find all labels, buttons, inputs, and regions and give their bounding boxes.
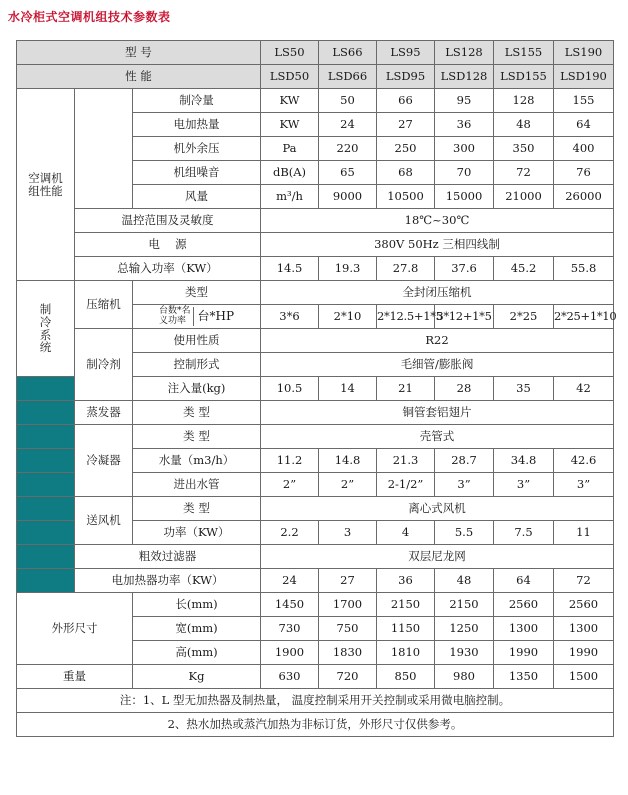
value-cell: 64	[554, 113, 614, 137]
use-value: R22	[261, 329, 614, 353]
value-cell: 15000	[435, 185, 494, 209]
note-2: 2、热水加热或蒸汽加热为非标订货，外形尺寸仅供参考。	[17, 713, 614, 737]
value-cell: 2*12.5+1*5	[377, 305, 435, 329]
note-row	[17, 689, 614, 713]
table-row	[17, 329, 614, 353]
value-cell: 95	[435, 89, 494, 113]
input-power-label: 总输入功率（KW）	[75, 257, 261, 281]
teal-block	[17, 497, 75, 521]
table-row	[17, 89, 614, 113]
type-label: 类 型	[133, 425, 261, 449]
table-row	[17, 665, 614, 689]
table-row	[17, 593, 614, 617]
value-cell: 750	[319, 617, 377, 641]
lsd-model-cell: LSD128	[435, 65, 494, 89]
value-cell: 21	[377, 377, 435, 401]
use-label: 使用性质	[133, 329, 261, 353]
param-name: 电加热量	[133, 113, 261, 137]
param-unit: KW	[261, 89, 319, 113]
value-cell: 4	[377, 521, 435, 545]
value-cell: 2560	[554, 593, 614, 617]
water-label: 水量（m3/h）	[133, 449, 261, 473]
value-cell: 1250	[435, 617, 494, 641]
value-cell: 1500	[554, 665, 614, 689]
value-cell: 9000	[319, 185, 377, 209]
dimensions-label: 外形尺寸	[17, 593, 133, 665]
value-cell: 10.5	[261, 377, 319, 401]
value-cell: 155	[554, 89, 614, 113]
fan-type-value: 离心式风机	[261, 497, 614, 521]
param-unit: Pa	[261, 137, 319, 161]
value-cell: 48	[435, 569, 494, 593]
ac-section-label: 空调机 组性能	[17, 89, 75, 281]
value-cell: 1900	[261, 641, 319, 665]
value-cell: 11	[554, 521, 614, 545]
control-label: 控制形式	[133, 353, 261, 377]
table-row	[17, 569, 614, 593]
value-cell: 1930	[435, 641, 494, 665]
value-cell: 7.5	[494, 521, 554, 545]
teal-block	[17, 425, 75, 449]
value-cell: 250	[377, 137, 435, 161]
value-cell: 980	[435, 665, 494, 689]
value-cell: 68	[377, 161, 435, 185]
value-cell: 1450	[261, 593, 319, 617]
param-unit: m³/h	[261, 185, 319, 209]
value-cell: 72	[494, 161, 554, 185]
value-cell: 27	[319, 569, 377, 593]
value-cell: 2150	[377, 593, 435, 617]
value-cell: 2”	[261, 473, 319, 497]
type-label: 类型	[133, 281, 261, 305]
value-cell: 1350	[494, 665, 554, 689]
table-row	[17, 545, 614, 569]
value-cell: 21.3	[377, 449, 435, 473]
lsd-model-cell: LSD66	[319, 65, 377, 89]
note-1: 注：1、L 型无加热器及制热量， 温度控制采用开关控制或采用微电脑控制。	[17, 689, 614, 713]
teal-block	[17, 545, 75, 569]
value-cell: 28.7	[435, 449, 494, 473]
value-cell: 128	[494, 89, 554, 113]
header-row-model	[17, 41, 614, 65]
param-name: 机外余压	[133, 137, 261, 161]
value-cell: 2.2	[261, 521, 319, 545]
value-cell: 76	[554, 161, 614, 185]
note-row	[17, 713, 614, 737]
compressor-type-value: 全封闭压缩机	[261, 281, 614, 305]
heater-label: 电加热器功率（KW）	[75, 569, 261, 593]
value-cell: 400	[554, 137, 614, 161]
value-cell: 72	[554, 569, 614, 593]
value-cell: 2*25	[494, 305, 554, 329]
teal-block	[17, 473, 75, 497]
value-cell: 300	[435, 137, 494, 161]
value-cell: 14.8	[319, 449, 377, 473]
table-row	[17, 497, 614, 521]
dimension-name: 长(mm)	[133, 593, 261, 617]
table-row	[17, 209, 614, 233]
value-cell: 3”	[494, 473, 554, 497]
lsd-model-cell: LSD190	[554, 65, 614, 89]
evaporator-type-value: 铜管套铝翅片	[261, 401, 614, 425]
value-cell: 220	[319, 137, 377, 161]
model-cell: LS155	[494, 41, 554, 65]
value-cell: 2”	[319, 473, 377, 497]
value-cell: 1810	[377, 641, 435, 665]
model-cell: LS66	[319, 41, 377, 65]
fan-power-label: 功率（KW）	[133, 521, 261, 545]
value-cell: 14	[319, 377, 377, 401]
value-cell: 19.3	[319, 257, 377, 281]
cooling-section-label: 制 冷 系 统	[17, 281, 75, 377]
value-cell: 35	[494, 377, 554, 401]
value-cell: 21000	[494, 185, 554, 209]
teal-block	[17, 401, 75, 425]
perf-label: 性 能	[17, 65, 261, 89]
value-cell: 50	[319, 89, 377, 113]
value-cell: 1990	[494, 641, 554, 665]
value-cell: 3”	[554, 473, 614, 497]
value-cell: 24	[319, 113, 377, 137]
value-cell: 3*6	[261, 305, 319, 329]
model-cell: LS50	[261, 41, 319, 65]
value-cell: 36	[377, 569, 435, 593]
value-cell: 10500	[377, 185, 435, 209]
control-value: 毛细管/膨胀阀	[261, 353, 614, 377]
value-cell: 2*10	[319, 305, 377, 329]
value-cell: 3	[319, 521, 377, 545]
model-cell: LS95	[377, 41, 435, 65]
value-cell: 42.6	[554, 449, 614, 473]
lsd-model-cell: LSD50	[261, 65, 319, 89]
power-label: 电 源	[75, 233, 261, 257]
weight-label: 重量	[17, 665, 133, 689]
value-cell: 1300	[494, 617, 554, 641]
value-cell: 28	[435, 377, 494, 401]
type-label: 类 型	[133, 497, 261, 521]
value-cell: 64	[494, 569, 554, 593]
value-cell: 66	[377, 89, 435, 113]
ac-group-spacer	[75, 89, 133, 209]
weight-unit: Kg	[133, 665, 261, 689]
value-cell: 27.8	[377, 257, 435, 281]
value-cell: 720	[319, 665, 377, 689]
page-title: 水冷柜式空调机组技术参数表	[8, 10, 171, 24]
temp-range-value: 18℃~30℃	[261, 209, 614, 233]
teal-block	[17, 449, 75, 473]
value-cell: 1700	[319, 593, 377, 617]
value-cell: 42	[554, 377, 614, 401]
filter-value: 双层尼龙网	[261, 545, 614, 569]
teal-block	[17, 521, 75, 545]
value-cell: 2150	[435, 593, 494, 617]
value-cell: 1300	[554, 617, 614, 641]
value-cell: 2560	[494, 593, 554, 617]
evaporator-label: 蒸发器	[75, 401, 133, 425]
pipe-label: 进出水管	[133, 473, 261, 497]
table-row	[17, 281, 614, 305]
lsd-model-cell: LSD95	[377, 65, 435, 89]
value-cell: 730	[261, 617, 319, 641]
table-row	[17, 425, 614, 449]
param-name: 机组噪音	[133, 161, 261, 185]
teal-block	[17, 569, 75, 593]
condenser-label: 冷凝器	[75, 425, 133, 497]
param-name: 风量	[133, 185, 261, 209]
param-unit: dB(A)	[261, 161, 319, 185]
spec-table	[16, 40, 617, 737]
condenser-type-value: 壳管式	[261, 425, 614, 449]
value-cell: 34.8	[494, 449, 554, 473]
value-cell: 36	[435, 113, 494, 137]
header-row-perf	[17, 65, 614, 89]
dimension-name: 宽(mm)	[133, 617, 261, 641]
value-cell: 65	[319, 161, 377, 185]
value-cell: 850	[377, 665, 435, 689]
table-row	[17, 401, 614, 425]
value-cell: 2*25+1*10	[554, 305, 614, 329]
value-cell: 24	[261, 569, 319, 593]
value-cell: 5.5	[435, 521, 494, 545]
filter-label: 粗效过滤器	[75, 545, 261, 569]
model-cell: LS190	[554, 41, 614, 65]
value-cell: 2-1/2”	[377, 473, 435, 497]
value-cell: 14.5	[261, 257, 319, 281]
temp-range-label: 温控范围及灵敏度	[75, 209, 261, 233]
value-cell: 11.2	[261, 449, 319, 473]
value-cell: 48	[494, 113, 554, 137]
value-cell: 37.6	[435, 257, 494, 281]
teal-block	[17, 377, 75, 401]
value-cell: 350	[494, 137, 554, 161]
value-cell: 630	[261, 665, 319, 689]
fan-label: 送风机	[75, 497, 133, 545]
compressor-label: 压缩机	[75, 281, 133, 329]
charge-label: 注入量(kg)	[133, 377, 261, 401]
model-cell: LS128	[435, 41, 494, 65]
value-cell: 55.8	[554, 257, 614, 281]
table-row	[17, 233, 614, 257]
power-value: 380V 50Hz 三相四线制	[261, 233, 614, 257]
value-cell: 45.2	[494, 257, 554, 281]
value-cell: 70	[435, 161, 494, 185]
dimension-name: 高(mm)	[133, 641, 261, 665]
value-cell: 27	[377, 113, 435, 137]
value-cell: 1990	[554, 641, 614, 665]
model-label: 型 号	[17, 41, 261, 65]
value-cell: 26000	[554, 185, 614, 209]
param-unit: KW	[261, 113, 319, 137]
type-label: 类 型	[133, 401, 261, 425]
lsd-model-cell: LSD155	[494, 65, 554, 89]
value-cell: 3”	[435, 473, 494, 497]
param-name: 制冷量	[133, 89, 261, 113]
refrigerant-label: 制冷剂	[75, 329, 133, 401]
table-row	[17, 257, 614, 281]
value-cell: 1150	[377, 617, 435, 641]
count-label: 台数*名 义功率 台*HP	[133, 305, 261, 329]
value-cell: 1830	[319, 641, 377, 665]
value-cell: 3*12+1*5	[435, 305, 494, 329]
